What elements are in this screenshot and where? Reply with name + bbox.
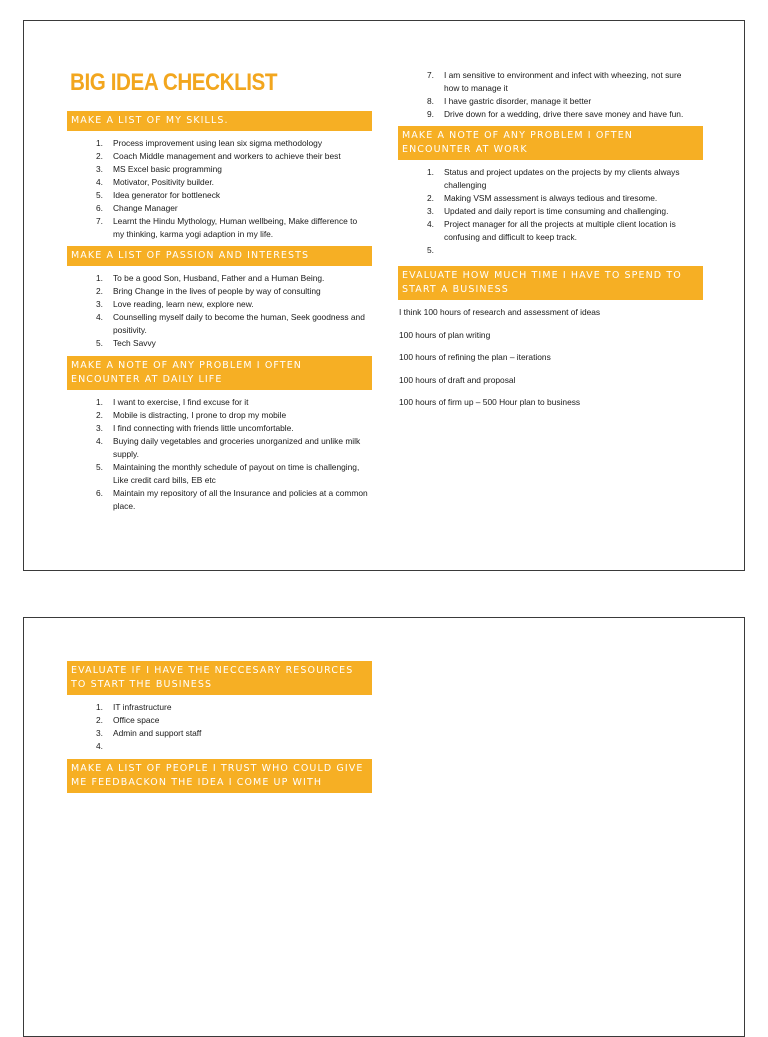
- list-item: [398, 108, 703, 121]
- list-item-text: Mobile is distracting, I prone to drop my mobile: [113, 410, 287, 420]
- list-item-number: 7.: [427, 70, 434, 80]
- daily-life-list-continued: [398, 69, 703, 121]
- list-item-number: 4.: [96, 312, 103, 322]
- time-lines: [398, 306, 703, 409]
- list-item: [398, 69, 703, 95]
- section-header: MAKE A NOTE OF ANY PROBLEM I OFTEN ENCOUNTER AT DAILY LIFE: [67, 356, 372, 390]
- resources-section: [67, 661, 372, 753]
- list-item-number: 2.: [96, 410, 103, 420]
- document-page-1: [23, 20, 745, 571]
- daily-life-section: [67, 356, 372, 513]
- list-item-number: 5.: [96, 462, 103, 472]
- list-item: [67, 409, 372, 422]
- time-line: 100 hours of draft and proposal: [399, 374, 516, 385]
- list-item-text: Love reading, learn new, explore new.: [113, 299, 254, 309]
- document-page-2: [23, 617, 745, 1037]
- list-item-number: 7.: [96, 216, 103, 226]
- list-item-text: Maintain my repository of all the Insurance and policies at a common place.: [113, 488, 368, 511]
- daily-life-list: [67, 396, 372, 513]
- list-item: [398, 218, 703, 244]
- list-item: [398, 166, 703, 192]
- list-item: [67, 337, 372, 350]
- list-item-number: 6.: [96, 488, 103, 498]
- time-line: 100 hours of plan writing: [399, 329, 491, 340]
- list-item-text: Maintaining the monthly schedule of payout on time is challenging, Like credit card bills, EB etc: [113, 462, 360, 485]
- section-header: MAKE A NOTE OF ANY PROBLEM I OFTEN ENCOUNTER AT WORK: [398, 126, 703, 160]
- list-item-text: Buying daily vegetables and groceries unorganized and unlike milk supply.: [113, 436, 361, 459]
- page-title: BIG IDEA CHECKLIST: [70, 69, 278, 96]
- list-item: [67, 150, 372, 163]
- list-item-number: 3.: [427, 206, 434, 216]
- list-item-text: Admin and support staff: [113, 728, 202, 738]
- list-item: [398, 244, 703, 257]
- left-column: [67, 111, 372, 513]
- list-item-number: 2.: [96, 286, 103, 296]
- resources-list: [67, 701, 372, 753]
- list-item-number: 4.: [96, 436, 103, 446]
- page2-column: [67, 661, 372, 793]
- list-item: [67, 298, 372, 311]
- list-item: [67, 189, 372, 202]
- list-item-number: 8.: [427, 96, 434, 106]
- list-item-text: Counselling myself daily to become the human, Seek goodness and positivity.: [113, 312, 365, 335]
- list-item-text: Learnt the Hindu Mythology, Human wellbeing, Make difference to my thinking, karma yogi adaption in my life.: [113, 216, 358, 239]
- list-item-text: Bring Change in the lives of people by way of consulting: [113, 286, 321, 296]
- list-item-number: 1.: [96, 397, 103, 407]
- work-list: [398, 166, 703, 257]
- list-item-number: 4.: [96, 741, 103, 751]
- list-item: [67, 727, 372, 740]
- list-item-number: 4.: [427, 219, 434, 229]
- list-item: [67, 435, 372, 461]
- time-line: I think 100 hours of research and assessment of ideas: [399, 307, 601, 317]
- section-header: EVALUATE IF I HAVE THE NECCESARY RESOURCES TO START THE BUSINESS: [67, 661, 372, 695]
- work-section: [398, 126, 703, 257]
- list-item: [67, 272, 372, 285]
- list-item-text: I want to exercise, I find excuse for it: [113, 397, 249, 407]
- list-item-text: To be a good Son, Husband, Father and a Human Being.: [113, 273, 325, 283]
- list-item-text: Project manager for all the projects at multiple client location is confusing and difficult to keep track.: [444, 219, 676, 242]
- list-item-number: 1.: [96, 273, 103, 283]
- list-item: [398, 95, 703, 108]
- list-item: [67, 396, 372, 409]
- list-item-text: I find connecting with friends little uncomfortable.: [113, 423, 294, 433]
- list-item: [67, 215, 372, 241]
- passion-list: [67, 272, 372, 350]
- list-item-number: 6.: [96, 203, 103, 213]
- list-item-number: 3.: [96, 728, 103, 738]
- list-item-number: 1.: [96, 138, 103, 148]
- list-item: [398, 192, 703, 205]
- list-item: [67, 285, 372, 298]
- list-item-number: 3.: [96, 299, 103, 309]
- list-item-text: I am sensitive to environment and infect with wheezing, not sure how to manage it: [444, 70, 682, 93]
- list-item-text: Updated and daily report is time consuming and challenging.: [444, 206, 669, 216]
- section-header: EVALUATE HOW MUCH TIME I HAVE TO SPEND TO START A BUSINESS: [398, 266, 703, 300]
- list-item-text: Status and project updates on the projects by my clients always challenging: [444, 167, 680, 190]
- list-item: [67, 714, 372, 727]
- list-item-text: I have gastric disorder, manage it better: [444, 96, 592, 106]
- list-item-text: Process improvement using lean six sigma methodology: [113, 138, 323, 148]
- time-line: 100 hours of firm up – 500 Hour plan to business: [399, 397, 581, 407]
- list-item: [398, 205, 703, 218]
- list-item-text: MS Excel basic programming: [113, 164, 222, 174]
- people-section: [67, 759, 372, 793]
- list-item-number: 2.: [96, 715, 103, 725]
- time-section: [398, 266, 703, 409]
- list-item-number: 1.: [96, 702, 103, 712]
- list-item-text: Idea generator for bottleneck: [113, 190, 221, 200]
- skills-list: [67, 137, 372, 241]
- section-header: MAKE A LIST OF PASSION AND INTERESTS: [67, 246, 372, 266]
- list-item: [67, 163, 372, 176]
- list-item-text: [113, 740, 372, 753]
- list-item-text: Motivator, Positivity builder.: [113, 177, 215, 187]
- list-item-text: [444, 244, 703, 257]
- list-item: [67, 202, 372, 215]
- list-item-text: Coach Middle management and workers to achieve their best: [113, 151, 341, 161]
- list-item-number: 1.: [427, 167, 434, 177]
- list-item-number: 3.: [96, 423, 103, 433]
- list-item-number: 4.: [96, 177, 103, 187]
- section-header: MAKE A LIST OF PEOPLE I TRUST WHO COULD GIVE ME FEEDBACKON THE IDEA I COME UP WITH: [67, 759, 372, 793]
- passion-section: [67, 246, 372, 350]
- list-item: [67, 176, 372, 189]
- section-header: MAKE A LIST OF MY SKILLS.: [67, 111, 372, 131]
- list-item-number: 5.: [427, 245, 434, 255]
- list-item: [67, 422, 372, 435]
- list-item-text: Making VSM assessment is always tedious and tiresome.: [444, 193, 658, 203]
- list-item-number: 2.: [427, 193, 434, 203]
- list-item-number: 5.: [96, 190, 103, 200]
- list-item: [67, 487, 372, 513]
- list-item-text: IT infrastructure: [113, 702, 172, 712]
- time-line: 100 hours of refining the plan – iterations: [399, 352, 551, 362]
- list-item-number: 3.: [96, 164, 103, 174]
- list-item-number: 2.: [96, 151, 103, 161]
- list-item-number: 5.: [96, 338, 103, 348]
- list-item-text: Change Manager: [113, 203, 178, 213]
- skills-section: [67, 111, 372, 241]
- right-column: [398, 69, 703, 419]
- list-item: [67, 137, 372, 150]
- list-item: [67, 311, 372, 337]
- list-item: [67, 740, 372, 753]
- list-item: [67, 461, 372, 487]
- list-item-text: Drive down for a wedding, drive there save money and have fun.: [444, 109, 684, 119]
- list-item-number: 9.: [427, 109, 434, 119]
- list-item: [67, 701, 372, 714]
- list-item-text: Office space: [113, 715, 160, 725]
- list-item-text: Tech Savvy: [113, 338, 156, 348]
